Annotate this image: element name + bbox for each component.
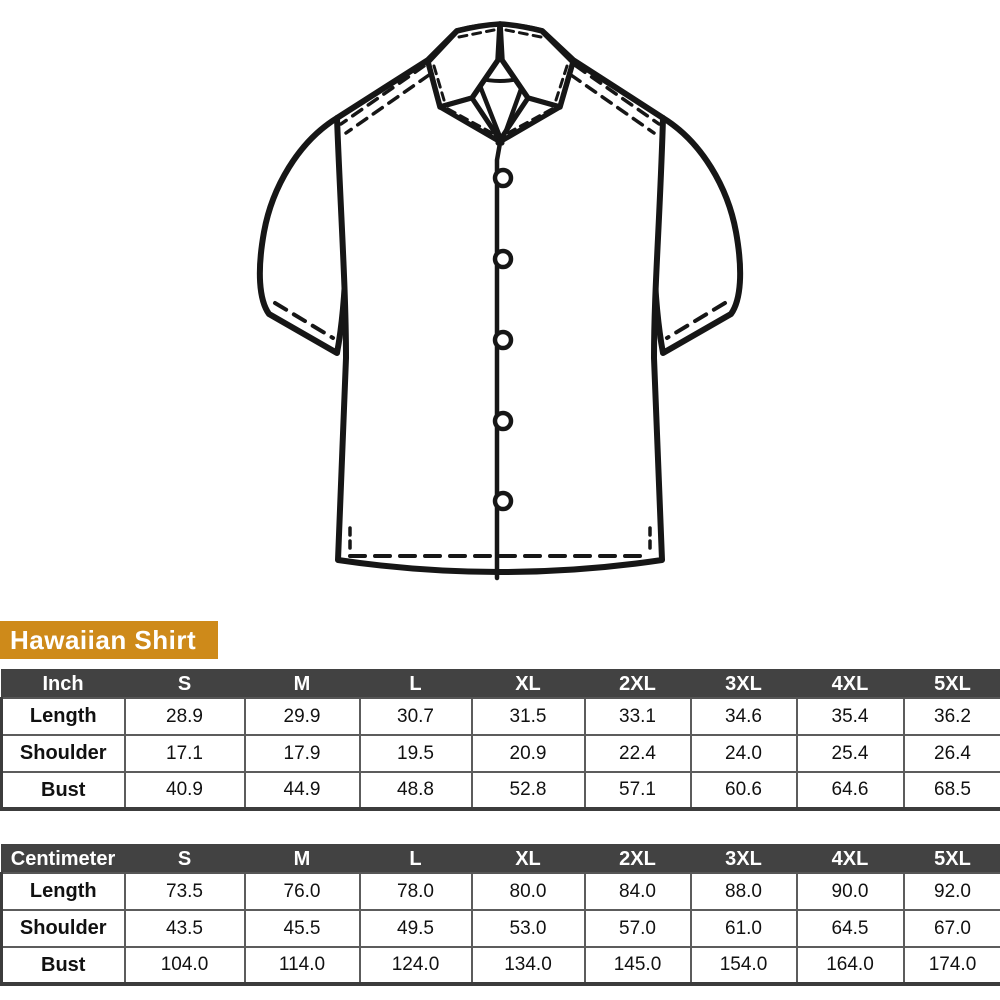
table-row bbox=[2, 910, 1000, 947]
cm-header-row bbox=[2, 845, 1000, 873]
size-header-4xl: 4XL bbox=[797, 845, 904, 873]
button-icon bbox=[495, 332, 511, 348]
cell-value: 64.5 bbox=[797, 910, 904, 947]
cell-value: 78.0 bbox=[360, 873, 472, 910]
size-header-m: M bbox=[245, 845, 360, 873]
cell-value: 73.5 bbox=[125, 873, 245, 910]
size-header-s: S bbox=[125, 670, 245, 698]
shirt-body bbox=[337, 26, 663, 573]
cell-value: 61.0 bbox=[691, 910, 797, 947]
button-icon bbox=[495, 413, 511, 429]
measure-label: Length bbox=[2, 698, 125, 735]
cell-value: 24.0 bbox=[691, 735, 797, 772]
cell-value: 154.0 bbox=[691, 947, 797, 984]
measure-label: Bust bbox=[2, 947, 125, 984]
cell-value: 26.4 bbox=[904, 735, 1000, 772]
cell-value: 114.0 bbox=[245, 947, 360, 984]
cell-value: 34.6 bbox=[691, 698, 797, 735]
cell-value: 64.6 bbox=[797, 772, 904, 809]
measure-label: Bust bbox=[2, 772, 125, 809]
cell-value: 60.6 bbox=[691, 772, 797, 809]
cell-value: 80.0 bbox=[472, 873, 585, 910]
size-header-xl: XL bbox=[472, 845, 585, 873]
cell-value: 29.9 bbox=[245, 698, 360, 735]
table-row bbox=[2, 772, 1000, 809]
cell-value: 40.9 bbox=[125, 772, 245, 809]
size-header-l: L bbox=[360, 845, 472, 873]
cell-value: 22.4 bbox=[585, 735, 691, 772]
cell-value: 90.0 bbox=[797, 873, 904, 910]
cell-value: 84.0 bbox=[585, 873, 691, 910]
button-icon bbox=[495, 493, 511, 509]
size-header-2xl: 2XL bbox=[585, 670, 691, 698]
inch-header-row bbox=[2, 670, 1000, 698]
product-title: Hawaiian Shirt bbox=[10, 625, 197, 655]
cell-value: 174.0 bbox=[904, 947, 1000, 984]
button-icon bbox=[495, 251, 511, 267]
cell-value: 124.0 bbox=[360, 947, 472, 984]
cell-value: 30.7 bbox=[360, 698, 472, 735]
cell-value: 17.9 bbox=[245, 735, 360, 772]
size-header-xl: XL bbox=[472, 670, 585, 698]
size-header-3xl: 3XL bbox=[691, 845, 797, 873]
cell-value: 52.8 bbox=[472, 772, 585, 809]
cell-value: 43.5 bbox=[125, 910, 245, 947]
cell-value: 57.1 bbox=[585, 772, 691, 809]
size-header-4xl: 4XL bbox=[797, 670, 904, 698]
cell-value: 67.0 bbox=[904, 910, 1000, 947]
cell-value: 92.0 bbox=[904, 873, 1000, 910]
size-header-3xl: 3XL bbox=[691, 670, 797, 698]
cell-value: 88.0 bbox=[691, 873, 797, 910]
measure-label: Shoulder bbox=[2, 735, 125, 772]
cell-value: 19.5 bbox=[360, 735, 472, 772]
unit-header-inch: Inch bbox=[2, 670, 125, 698]
table-row bbox=[2, 873, 1000, 910]
cell-value: 145.0 bbox=[585, 947, 691, 984]
cell-value: 76.0 bbox=[245, 873, 360, 910]
size-header-5xl: 5XL bbox=[904, 670, 1000, 698]
product-title-badge bbox=[0, 621, 218, 659]
cell-value: 134.0 bbox=[472, 947, 585, 984]
centimeter-size-table bbox=[0, 844, 1000, 986]
cell-value: 53.0 bbox=[472, 910, 585, 947]
cell-value: 33.1 bbox=[585, 698, 691, 735]
size-header-l: L bbox=[360, 670, 472, 698]
cell-value: 44.9 bbox=[245, 772, 360, 809]
cell-value: 164.0 bbox=[797, 947, 904, 984]
size-header-s: S bbox=[125, 845, 245, 873]
cell-value: 45.5 bbox=[245, 910, 360, 947]
cell-value: 36.2 bbox=[904, 698, 1000, 735]
table-row bbox=[2, 698, 1000, 735]
cell-value: 20.9 bbox=[472, 735, 585, 772]
cell-value: 57.0 bbox=[585, 910, 691, 947]
unit-header-centimeter: Centimeter bbox=[2, 845, 125, 873]
size-header-5xl: 5XL bbox=[904, 845, 1000, 873]
measure-label: Shoulder bbox=[2, 910, 125, 947]
cell-value: 35.4 bbox=[797, 698, 904, 735]
cell-value: 17.1 bbox=[125, 735, 245, 772]
table-row bbox=[2, 735, 1000, 772]
table-row bbox=[2, 947, 1000, 984]
inch-size-table bbox=[0, 669, 1000, 811]
cell-value: 31.5 bbox=[472, 698, 585, 735]
size-header-m: M bbox=[245, 670, 360, 698]
cell-value: 104.0 bbox=[125, 947, 245, 984]
cell-value: 28.9 bbox=[125, 698, 245, 735]
cell-value: 25.4 bbox=[797, 735, 904, 772]
cell-value: 48.8 bbox=[360, 772, 472, 809]
cell-value: 68.5 bbox=[904, 772, 1000, 809]
cell-value: 49.5 bbox=[360, 910, 472, 947]
measure-label: Length bbox=[2, 873, 125, 910]
button-icon bbox=[495, 170, 511, 186]
size-header-2xl: 2XL bbox=[585, 845, 691, 873]
